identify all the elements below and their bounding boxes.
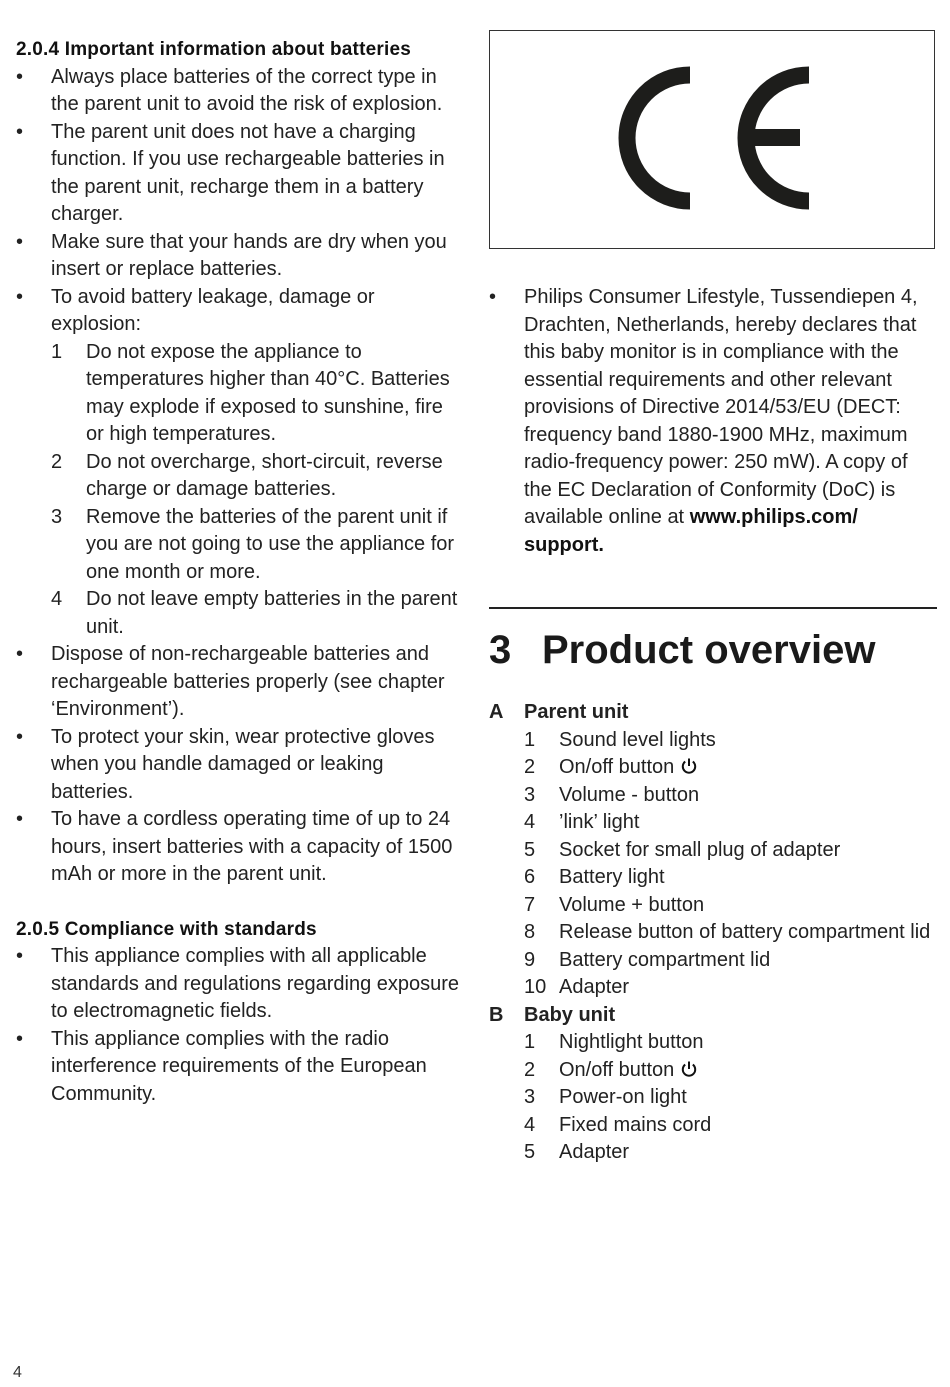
item-number: 2 [524,756,536,778]
list-item: • This appliance complies with the radio interference requirements of the European Community. [16,1026,466,1109]
item-number: 5 [524,838,536,861]
compliance-heading: 2.0.5 Compliance with standards [16,918,317,940]
item-number: 5 [524,1141,536,1163]
list-item [524,1084,937,1112]
chapter-heading: Product overview [542,628,876,672]
list-item: • Dispose of non-rechargeable batteries and rechargeable batteries properly (see chapter ‘Environment’). [16,641,466,724]
item-number: 2 [51,450,63,473]
chapter-number: 3 [489,628,512,672]
item-text: On/off button [559,1058,675,1081]
list-item [524,947,937,975]
support-link[interactable]: www.philips.com/ support. [524,506,858,556]
numbered-item [51,449,466,504]
baby-unit-parts [524,1029,937,1167]
parent-unit-parts [524,727,937,1002]
group-letter: B [489,1003,504,1026]
group-title: Parent unit [524,701,629,723]
declaration-item [489,284,937,559]
item-number: 3 [524,783,536,806]
item-text: Fixed mains cord [559,1113,712,1136]
list-item [524,919,937,947]
list-item [524,1029,937,1057]
list-item [524,837,937,865]
item-number: 1 [51,340,63,363]
list-item: • To have a cordless operating time of up to 24 hours, insert batteries with a capacity of 1500 mAh or more in the parent unit. [16,806,466,889]
power-icon [680,757,698,775]
list-item [524,1057,937,1085]
item-text: Release button of battery compartment lid [559,921,931,943]
group-letter: A [489,701,504,723]
item-text: ’link’ light [559,811,640,833]
item-number: 4 [51,588,63,610]
item-text: Do not leave empty batteries in the parent unit. [86,588,458,638]
item-number: 4 [524,1113,536,1136]
item-number: 10 [524,976,547,998]
list-item: • Always place batteries of the correct type in the parent unit to avoid the risk of explosion. [16,64,466,119]
list-item [524,864,937,892]
item-number: 1 [524,728,536,751]
item-text: Battery light [559,866,665,888]
ce-mark-icon [490,31,936,250]
left-column [16,36,466,1108]
list-item: • The parent unit does not have a charging function. If you use rechargeable batteries in the parent unit, recharge them in a battery charger. [16,119,466,229]
declaration-block [489,284,937,559]
item-text: Socket for small plug of adapter [559,838,841,861]
numbered-item [51,504,466,587]
item-text: Remove the batteries of the parent unit if you are not going to use the appliance for one month or more. [86,505,455,583]
list-item: • To protect your skin, wear protective gloves when you handle damaged or leaking batteries. [16,724,466,807]
item-number: 6 [524,866,536,888]
item-text: Adapter [559,976,630,998]
group-title: Baby unit [524,1003,616,1026]
list-item [524,754,937,782]
page-number: 4 [13,1364,22,1381]
item-text: Battery compartment lid [559,948,771,971]
list-item: • This appliance complies with all applicable standards and regulations regarding exposure to electromagnetic fields. [16,943,466,1026]
item-number: 3 [524,1086,536,1108]
battery-warnings-list [51,339,466,642]
item-number: 7 [524,893,536,916]
item-text: On/off button [559,756,675,778]
batteries-heading: 2.0.4 Important information about batteries [16,39,411,60]
numbered-item [51,586,466,641]
item-text: Adapter [559,1141,630,1163]
list-item [524,892,937,920]
list-item [524,782,937,810]
list-item [524,809,937,837]
batteries-list [16,64,466,889]
item-number: 8 [524,921,536,943]
numbered-item [51,339,466,449]
declaration-text: Philips Consumer Lifestyle, Tussendiepen 4, Drachten, Netherlands, hereby declares that this baby monitor is in compliance with the essential requirements and other relevant provisions of Directive 2014/53/EU (DECT: frequency band 1880-1900 MHz, maximum radio-frequency power: 250 mW). A copy of the EC Declaration of Conformity (DoC) is available online at [524,286,918,528]
item-text: Power-on light [559,1086,687,1108]
item-text: Volume + button [559,893,705,916]
item-number: 3 [51,505,63,528]
item-text: Do not expose the appliance to temperatures higher than 40°C. Batteries may explode if exposed to sunshine, fire or high temperatures. [86,340,450,445]
item-number: 1 [524,1031,536,1053]
item-number: 2 [524,1058,536,1081]
product-overview [489,699,937,1167]
item-text: Nightlight button [559,1031,704,1053]
list-item-text: To avoid battery leakage, damage or explosion: [51,285,375,335]
compliance-list [16,943,466,1108]
list-item [524,1139,937,1167]
section-divider [489,607,937,609]
ce-mark-box [489,30,935,249]
item-number: 9 [524,948,536,971]
item-text: Sound level lights [559,728,716,751]
item-text: Do not overcharge, short-circuit, reverse charge or damage batteries. [86,450,443,500]
list-item [524,1112,937,1140]
power-icon [680,1060,698,1078]
list-item [524,727,937,755]
item-text: Volume - button [559,783,700,806]
list-item [524,974,937,1002]
group-baby-unit [489,1002,937,1030]
list-item: • Make sure that your hands are dry when you insert or replace batteries. [16,229,466,284]
list-item [16,284,466,642]
group-parent-unit [489,699,937,727]
chapter-title [489,624,875,676]
item-number: 4 [524,811,536,833]
